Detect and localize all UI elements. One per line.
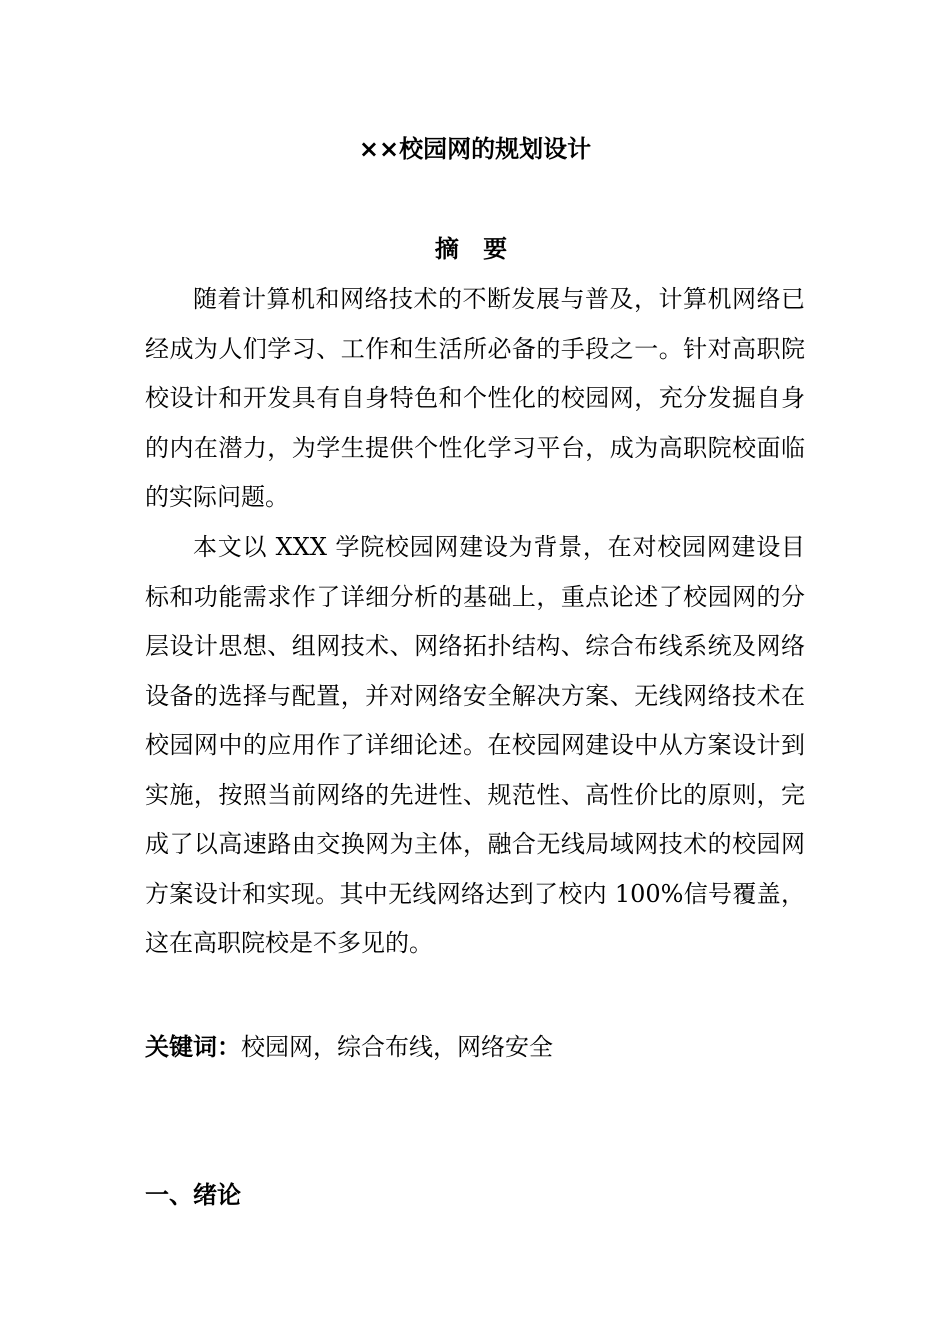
abstract-paragraph-1: 随着计算机和网络技术的不断发展与普及，计算机网络已经成为人们学习、工作和生活所必备的手段之一。针对高职院校设计和开发具有自身特色和个性化的校园网，充分发掘自身的内在潜力，为学生提供个性化学习平台，成为高职院校面临的实际问题。	[145, 285, 805, 511]
keywords-label: 关键词：	[145, 1033, 241, 1061]
section-heading: 一、绪论	[145, 1181, 241, 1209]
abstract-paragraph-2: 本文以 XXX 学院校园网建设为背景，在对校园网建设目标和功能需求作了详细分析的基础上，重点论述了校园网的分层设计思想、组网技术、网络拓扑结构、综合布线系统及网络设备的选择与配置，并对网络安全解决方案、无线网络技术在校园网中的应用作了详细论述。在校园网建设中从方案设计到实施，按照当前网络的先进性、规范性、高性价比的原则，完成了以高速路由交换网为主体，融合无线局域网技术的校园网方案设计和实现。其中无线网络达到了校内 100%信号覆盖，这在高职院校是不多见的。	[145, 533, 805, 957]
document-title: ××校园网的规划设计	[358, 135, 592, 163]
abstract-heading: 摘 要	[434, 235, 516, 263]
keywords-line	[145, 1027, 805, 1067]
keywords-value: 校园网，综合布线，网络安全	[241, 1033, 553, 1061]
